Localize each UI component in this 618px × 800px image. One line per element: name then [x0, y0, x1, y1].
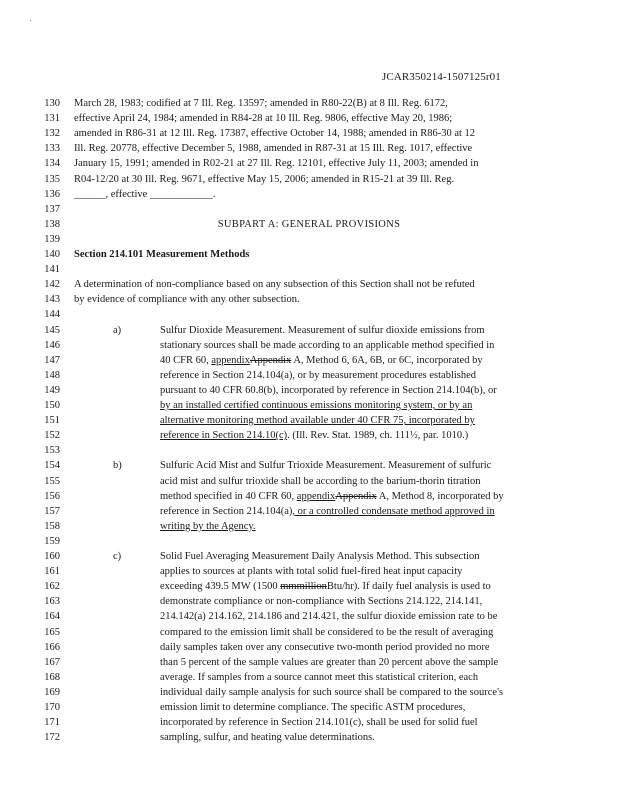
document-line [0, 173, 618, 188]
line-text [160, 565, 462, 579]
text-run: than 5 percent of the sample values are greater than 20 percent above the sample [160, 656, 499, 668]
inserted-text: by an installed certified continuous emissions monitoring system, or by an [160, 400, 473, 411]
line-number: 159 [44, 535, 60, 547]
line-number: 140 [44, 249, 60, 260]
text-run: March 28, 1983; codified at 7 Ill. Reg. 13597; amended in R80-22(B) at 8 Ill. Reg. 6172, [74, 98, 448, 109]
line-number: 172 [44, 732, 60, 744]
line-number: 171 [44, 717, 60, 729]
document-line [0, 142, 618, 157]
line-number: 167 [44, 656, 60, 668]
line-number: 160 [44, 551, 60, 562]
line-number: 141 [44, 264, 60, 276]
line-number: 170 [44, 702, 60, 713]
line-text [160, 701, 465, 715]
document-line [0, 399, 618, 414]
line-text [74, 97, 448, 111]
line-text [160, 414, 475, 428]
document-line [0, 339, 618, 354]
line-number: 153 [44, 445, 60, 457]
text-run: acid mist and sulfur trioxide shall be according to the barium-thorin titration [160, 475, 481, 487]
line-number: 162 [44, 581, 60, 593]
document-line [0, 278, 618, 293]
line-number: 169 [44, 686, 60, 698]
line-text [160, 384, 497, 398]
line-text [160, 595, 482, 609]
document-line [0, 535, 618, 550]
document-line [0, 112, 618, 127]
deleted-text: Appendix [249, 354, 292, 366]
line-number: 149 [44, 384, 60, 396]
text-run: Solid Fuel Averaging Measurement Daily Analysis Method. This subsection [160, 551, 480, 562]
line-text [160, 580, 491, 594]
line-number: 150 [44, 400, 60, 411]
text-run: daily samples taken over any consecutive two-month period provided no more [160, 641, 490, 653]
document-line [0, 490, 618, 505]
document-line [0, 308, 618, 323]
text-run: pursuant to 40 CFR 60.8(b), incorporated by reference in Section 214.104(b), or [160, 384, 497, 396]
document-line [0, 580, 618, 595]
line-number: 166 [44, 641, 60, 653]
document-line [0, 248, 618, 263]
document-line [0, 384, 618, 399]
document-line [0, 656, 618, 671]
text-run: Sulfur Dioxide Measurement. Measurement of sulfur dioxide emissions from [160, 324, 485, 336]
line-text [74, 157, 478, 171]
text-run: Section 214.101 Measurement Methods [74, 249, 250, 260]
line-text [160, 475, 480, 489]
document-line [0, 595, 618, 610]
document-line [0, 429, 618, 444]
line-number: 161 [44, 566, 60, 578]
document-header-code: JCAR350214-1507125r01 [382, 71, 501, 83]
line-number: 134 [44, 158, 60, 170]
line-number: 163 [44, 596, 60, 608]
line-number: 130 [44, 98, 60, 109]
line-number: 164 [44, 611, 60, 623]
line-number: 148 [44, 369, 60, 381]
line-text [74, 142, 472, 156]
text-run: amended in R86-31 at 12 Ill. Reg. 17387, effective October 14, 1988; amended in R86-30 at 12 [74, 128, 476, 140]
line-text [160, 520, 256, 534]
inserted-text: alternative monitoring method available under 40 CFR 75, incorporated by [160, 415, 475, 427]
line-number: 152 [44, 430, 60, 442]
section-heading [74, 248, 249, 262]
text-run: 40 CFR 60, [160, 354, 212, 366]
line-text [160, 459, 491, 473]
document-line [0, 716, 618, 731]
inserted-text: reference in Section 214.10(c) [160, 430, 288, 442]
document-line [0, 97, 618, 112]
document-line [0, 444, 618, 459]
document-line [0, 369, 618, 384]
document-line [0, 565, 618, 580]
text-run: reference in Section 214.104(a), or by measurement procedures established [160, 369, 477, 381]
line-number: 145 [44, 324, 60, 336]
document-line [0, 520, 618, 535]
line-text [74, 112, 452, 126]
line-text [160, 399, 472, 413]
line-text [160, 490, 504, 504]
text-run: R04-12/20 at 30 Ill. Reg. 9671, effective May 15, 2006; amended in R15-21 at 39 Ill. Reg. [74, 173, 455, 185]
text-run: method specified in 40 CFR 60, [160, 490, 297, 502]
line-text [160, 354, 483, 368]
line-text [74, 278, 475, 292]
line-number: 151 [44, 415, 60, 427]
line-number: 146 [44, 339, 60, 351]
line-number: 143 [44, 294, 60, 306]
line-text [160, 339, 494, 353]
text-run: individual daily sample analysis for such source shall be compared to the source's [160, 686, 504, 698]
line-text [160, 731, 375, 745]
line-number: 157 [44, 505, 60, 517]
line-number: 138 [44, 218, 60, 230]
document-line [0, 218, 618, 233]
inserted-text: appendix [211, 354, 250, 366]
text-run: A, Method 6, 6A, 6B, or 6C, incorporated by [291, 354, 483, 366]
text-run: reference in Section 214.104(a) [160, 505, 293, 517]
line-text [160, 369, 476, 383]
document-line [0, 354, 618, 369]
document-line [0, 127, 618, 142]
document-line [0, 701, 618, 716]
document-line [0, 671, 618, 686]
subsection-label: c) [113, 551, 122, 562]
line-text [160, 716, 478, 730]
text-run: Ill. Reg. 20778, effective December 5, 1988, amended in R87-31 at 15 Ill. Reg. 1017, effective [74, 143, 473, 155]
text-run: Btu/hr). If daily fuel analysis is used to [326, 581, 491, 593]
line-text [74, 293, 300, 307]
line-text [160, 505, 495, 519]
inserted-text: , or a controlled condensate method approved in [292, 505, 495, 517]
text-run: Sulfuric Acid Mist and Sulfur Trioxide Measurement. Measurement of sulfuric [160, 460, 492, 472]
corner-mark: ' [30, 20, 32, 26]
subpart-heading: SUBPART A: GENERAL PROVISIONS [217, 218, 401, 230]
line-number: 131 [44, 113, 60, 125]
line-number: 165 [44, 626, 60, 638]
deleted-text: mmmillion [280, 581, 327, 593]
line-number: 154 [44, 460, 60, 472]
document-line [0, 505, 618, 520]
inserted-text: appendix [296, 490, 336, 502]
document-line [0, 550, 618, 565]
line-text [74, 173, 454, 187]
line-text [160, 656, 498, 670]
line-number: 147 [44, 354, 60, 366]
line-number: 132 [44, 128, 60, 140]
document-line [0, 641, 618, 656]
line-number: 168 [44, 671, 60, 683]
line-number: 136 [44, 188, 60, 200]
text-run: emission limit to determine compliance. The specific ASTM procedures, [160, 702, 466, 713]
text-run: A determination of non-compliance based on any subsection of this Section shall not be refuted [74, 279, 475, 291]
text-run: by evidence of compliance with any other subsection. [74, 294, 300, 306]
line-number: 155 [44, 475, 60, 487]
text-run: . (Ill. Rev. Stat. 1989, ch. 111½, par. 1010.) [287, 430, 469, 442]
line-text [160, 324, 485, 338]
text-run: effective April 24, 1984; amended in R84-28 at 10 Ill. Reg. 9806, effective May 20, 1986; [74, 113, 453, 125]
text-run: applies to sources at plants with total solid fuel-fired heat input capacity [160, 566, 463, 578]
line-text [160, 641, 490, 655]
subsection-label: a) [113, 324, 122, 336]
line-text [74, 188, 216, 202]
document-line [0, 324, 618, 339]
text-run: 214.142(a) 214.162, 214.186 and 214.421, the sulfur dioxide emission rate to be [160, 611, 498, 623]
document-line [0, 233, 618, 248]
line-text [160, 686, 503, 700]
line-number: 142 [44, 279, 60, 291]
document-line [0, 686, 618, 701]
document-line [0, 626, 618, 641]
subsection-label: b) [113, 460, 122, 472]
text-run: compared to the emission limit shall be considered to be the result of averaging [160, 626, 494, 638]
text-run: average. If samples from a source cannot meet this statistical criterion, each [160, 671, 479, 683]
document-line [0, 459, 618, 474]
document-line [0, 475, 618, 490]
text-run: January 15, 1991; amended in R02-21 at 27 Ill. Reg. 12101, effective July 11, 2003; amended in [74, 158, 479, 170]
line-text [160, 429, 468, 443]
line-number: 139 [44, 233, 60, 245]
line-number: 135 [44, 173, 60, 185]
text-run: ______, effective ____________. [74, 188, 216, 200]
deleted-text: Appendix [335, 490, 377, 502]
document-line [0, 263, 618, 278]
line-text [160, 550, 480, 564]
text-run: exceeding 439.5 MW (1500 [160, 581, 281, 593]
line-text [74, 127, 475, 141]
line-number: 137 [44, 203, 60, 215]
line-number: 158 [44, 520, 60, 532]
line-text [160, 610, 497, 624]
text-run: incorporated by reference in Section 214.101(c), shall be used for solid fuel [160, 717, 478, 729]
text-run: demonstrate compliance or non-compliance with Sections 214.122, 214.141, [160, 596, 483, 608]
document-line [0, 157, 618, 172]
document-line [0, 731, 618, 746]
text-run: stationary sources shall be made according to an applicable method specified in [160, 339, 495, 351]
document-line [0, 293, 618, 308]
document-line [0, 610, 618, 625]
inserted-text: writing by the Agency. [160, 520, 256, 532]
text-run: A, Method 8, incorporated by [376, 490, 504, 502]
document-line [0, 414, 618, 429]
document-line [0, 203, 618, 218]
line-number: 133 [44, 143, 60, 155]
line-number: 144 [44, 309, 60, 321]
line-text [160, 671, 478, 685]
text-run: sampling, sulfur, and heating value determinations. [160, 732, 375, 744]
document-line [0, 188, 618, 203]
line-number: 156 [44, 490, 60, 502]
line-text [160, 626, 493, 640]
